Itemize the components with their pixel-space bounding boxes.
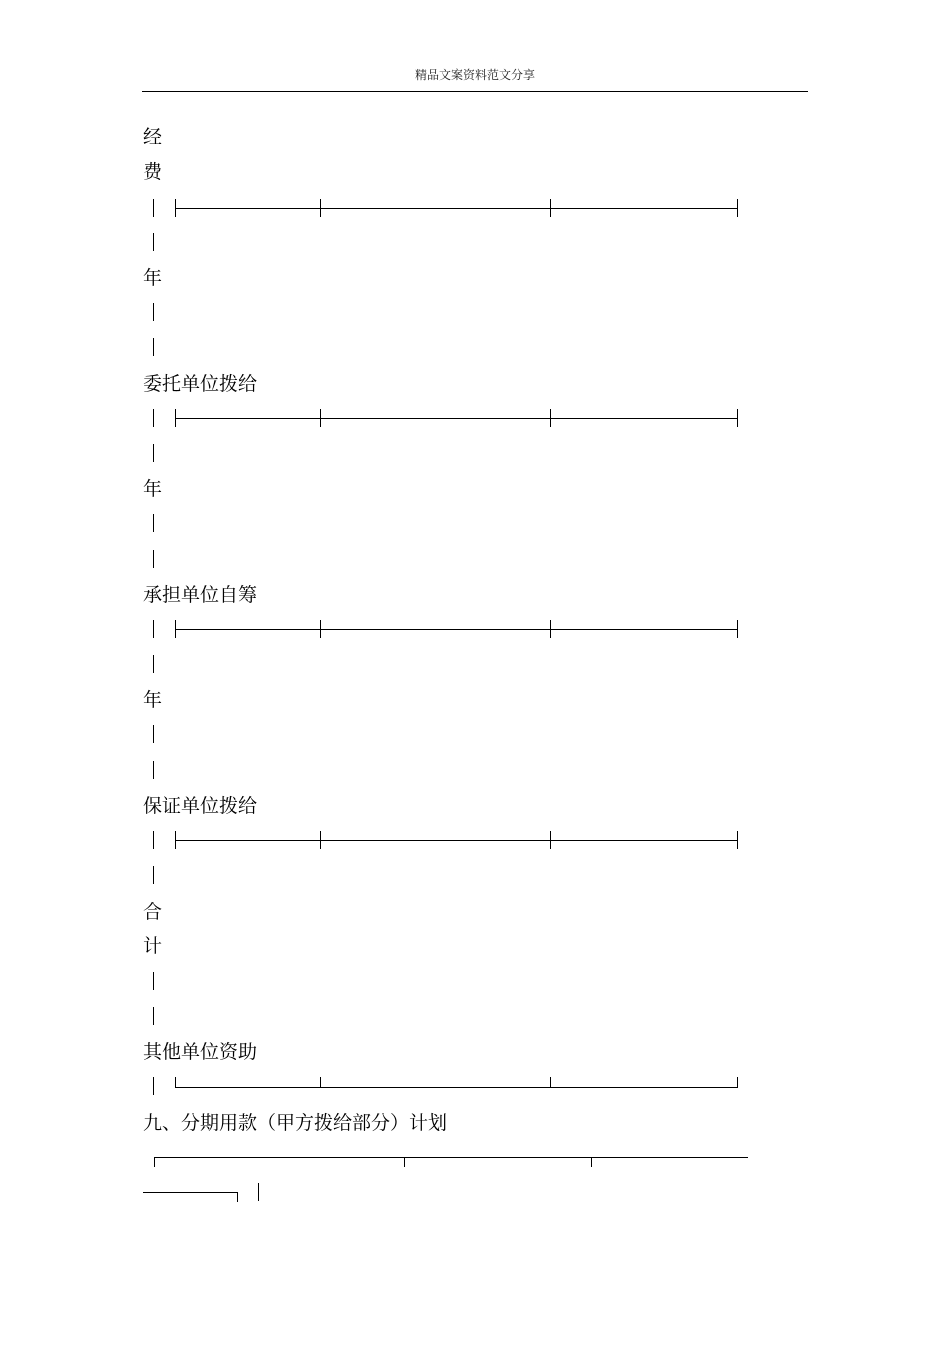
label-qita: 其他单位资助 [143,1041,258,1063]
label-ji: 计 [143,935,163,957]
label-chengdan: 承担单位自筹 [143,584,258,606]
label-nian: 年 [143,267,163,289]
label-he: 合 [143,901,163,923]
table-bar [153,233,154,251]
label-fei: 费 [143,161,163,183]
table-bar [153,1007,154,1025]
label-weituo: 委托单位拨给 [143,373,258,395]
page-header-title: 精品文案资料范文分享 [414,68,535,82]
table-bar [153,338,154,356]
table-bar [153,725,154,743]
table-bar [153,866,154,884]
table-bar [153,550,154,568]
table-bar [153,303,154,321]
table-bar [153,972,154,990]
table-bar [153,444,154,462]
table-bar [153,514,154,532]
label-baozheng: 保证单位拨给 [143,795,258,817]
header-divider [142,91,808,92]
label-nian: 年 [143,689,163,711]
table-bar [153,655,154,673]
section9-title: 九、分期用款（甲方拨给部分）计划 [143,1112,448,1134]
label-jing: 经 [143,126,163,148]
table-bar [153,761,154,779]
label-nian: 年 [143,478,163,500]
